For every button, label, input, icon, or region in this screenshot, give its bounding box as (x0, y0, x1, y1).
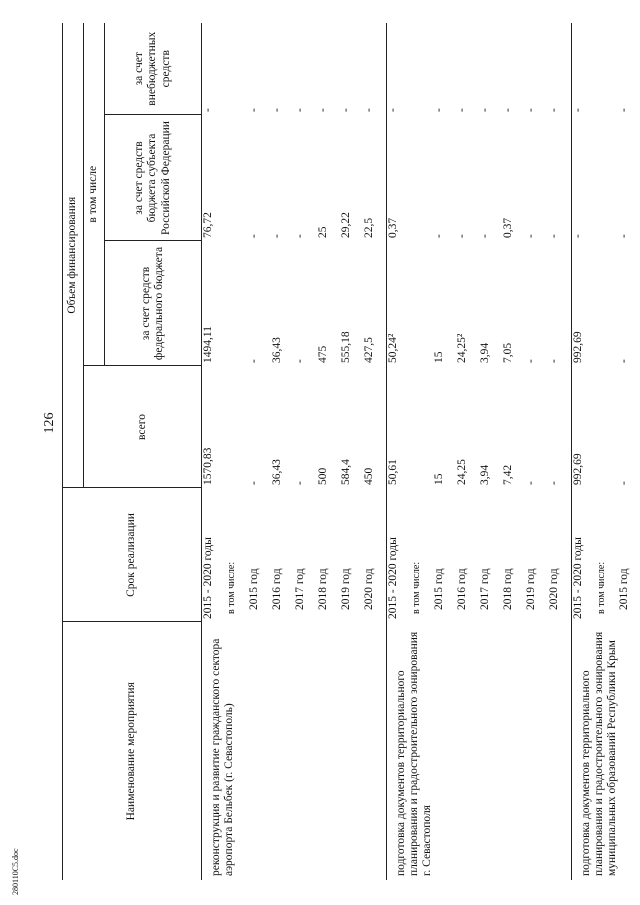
total-cell: 3,94 (479, 464, 491, 485)
federal-cell: 24,25² (456, 333, 468, 363)
total-cell: 7,42 (502, 464, 514, 485)
term-cell: 2016 год (271, 568, 283, 610)
term-cell: 2015 год (433, 568, 445, 610)
federal-cell: 3,94 (479, 342, 491, 363)
regional-cell: 29,22 (340, 212, 352, 238)
total-cell: - (548, 366, 572, 488)
term-cell: в том числе: (226, 561, 237, 614)
term-cell: в том числе: (596, 561, 607, 614)
extra-cell: - (433, 108, 445, 112)
federal-cell: - (618, 359, 630, 363)
federal-cell: - (548, 241, 572, 366)
header-regional: за счет средств бюджета субъекта Российской Федерации (105, 115, 202, 241)
table-row (387, 23, 411, 880)
header-federal: за счет средств федерального бюджета (105, 241, 202, 366)
total-cell: 450 (363, 366, 387, 488)
total-cell: - (618, 481, 630, 485)
total-cell: 1570,83 (202, 447, 214, 485)
table-row (572, 23, 596, 880)
rotated-table-container (62, 23, 630, 880)
federal-cell: 50,24² (387, 333, 399, 363)
regional-cell: - (433, 234, 445, 238)
regional-cell: - (456, 234, 468, 238)
term-cell: 2016 год (456, 568, 468, 610)
term-cell: 2015 - 2020 годы (387, 537, 399, 619)
total-cell: 15 (433, 473, 445, 485)
extra-cell: - (618, 108, 630, 112)
regional-cell (225, 115, 248, 241)
term-cell: 2018 год (317, 568, 329, 610)
header-name: Наименование мероприятия (63, 622, 202, 880)
regional-cell (410, 115, 433, 241)
regional-cell (595, 115, 618, 241)
extra-cell (225, 23, 248, 115)
term-cell: в том числе: (411, 561, 422, 614)
extra-cell: - (479, 108, 491, 112)
extra-cell: - (271, 108, 283, 112)
total-cell: 36,43 (271, 459, 283, 485)
total-cell: 992,69 (572, 453, 584, 485)
extra-cell: - (456, 108, 468, 112)
extra-cell (595, 23, 618, 115)
activity-name: подготовка документов территориального планирования и градостроительного зонирования муниципальных образований Республики Крым (580, 631, 619, 876)
total-cell: - (294, 481, 306, 485)
regional-cell: - (271, 234, 283, 238)
federal-cell (225, 241, 248, 366)
header-term: Срок реализации (63, 488, 202, 622)
header-including: в том числе (84, 23, 105, 366)
total-cell (410, 366, 433, 488)
total-cell: - (525, 481, 537, 485)
regional-cell: 22,5 (363, 115, 387, 241)
total-cell (595, 366, 618, 488)
regional-cell: - (525, 234, 537, 238)
term-cell: 2015 - 2020 годы (202, 537, 214, 619)
extra-cell: - (525, 108, 537, 112)
extra-cell: - (317, 108, 329, 112)
total-cell: 50,61 (387, 459, 399, 485)
extra-cell: - (502, 108, 514, 112)
extra-cell: - (572, 108, 584, 112)
extra-cell: - (387, 108, 399, 112)
regional-cell: - (479, 234, 491, 238)
header-extrabudget: за счет внебюджетных средств (105, 23, 202, 115)
extra-cell: - (294, 108, 306, 112)
federal-cell: 992,69 (572, 331, 584, 363)
regional-cell: - (294, 234, 306, 238)
term-cell: 2015 год (248, 568, 260, 610)
extra-cell: - (248, 108, 260, 112)
regional-cell: - (248, 234, 260, 238)
funding-table (62, 23, 640, 880)
term-cell: 2019 год (340, 568, 352, 610)
total-cell: - (248, 481, 260, 485)
total-cell: 584,4 (340, 459, 352, 485)
total-cell: 500 (317, 467, 329, 485)
activity-name: подготовка документов территориального планирования и градостроительного зонирования г. Севастополя (387, 622, 572, 880)
header-total: всего (84, 366, 202, 488)
extra-cell: - (548, 23, 572, 115)
federal-cell: - (248, 359, 260, 363)
page-number: 126 (42, 412, 57, 434)
term-cell: 2015 - 2020 годы (572, 537, 584, 619)
federal-cell: 475 (317, 345, 329, 363)
extra-cell: - (340, 108, 352, 112)
regional-cell: - (548, 115, 572, 241)
total-cell: 24,25 (456, 459, 468, 485)
federal-cell: - (525, 359, 537, 363)
regional-cell: - (572, 234, 584, 238)
extra-cell: - (202, 108, 214, 112)
term-cell: 2018 год (502, 568, 514, 610)
term-cell: 2017 год (479, 568, 491, 610)
federal-cell: 7,05 (502, 342, 514, 363)
term-cell: 2017 год (294, 568, 306, 610)
header-funding: Объем финансирования (63, 23, 84, 488)
federal-cell: 427,5 (363, 241, 387, 366)
federal-cell (410, 241, 433, 366)
footer-filename: 280110C5.doc (11, 848, 20, 895)
term-cell: 2020 год (548, 488, 572, 622)
regional-cell: 0,37 (502, 217, 514, 238)
federal-cell: 36,43 (271, 337, 283, 363)
regional-cell: 0,37 (387, 217, 399, 238)
regional-cell: 25 (317, 226, 329, 238)
federal-cell: - (294, 359, 306, 363)
federal-cell: 555,18 (340, 331, 352, 363)
federal-cell: 15 (433, 351, 445, 363)
extra-cell (410, 23, 433, 115)
regional-cell: - (618, 234, 630, 238)
activity-name: реконструкция и развитие гражданского сектора аэропорта Бельбек (г. Севастополь) (202, 622, 387, 880)
regional-cell: 76,72 (202, 212, 214, 238)
term-cell: 2019 год (525, 568, 537, 610)
term-cell: 2020 год (363, 488, 387, 622)
table-row (202, 23, 226, 880)
extra-cell: - (363, 23, 387, 115)
federal-cell: 1494,11 (202, 326, 214, 363)
federal-cell (595, 241, 618, 366)
term-cell: 2015 год (618, 568, 630, 610)
total-cell (225, 366, 248, 488)
